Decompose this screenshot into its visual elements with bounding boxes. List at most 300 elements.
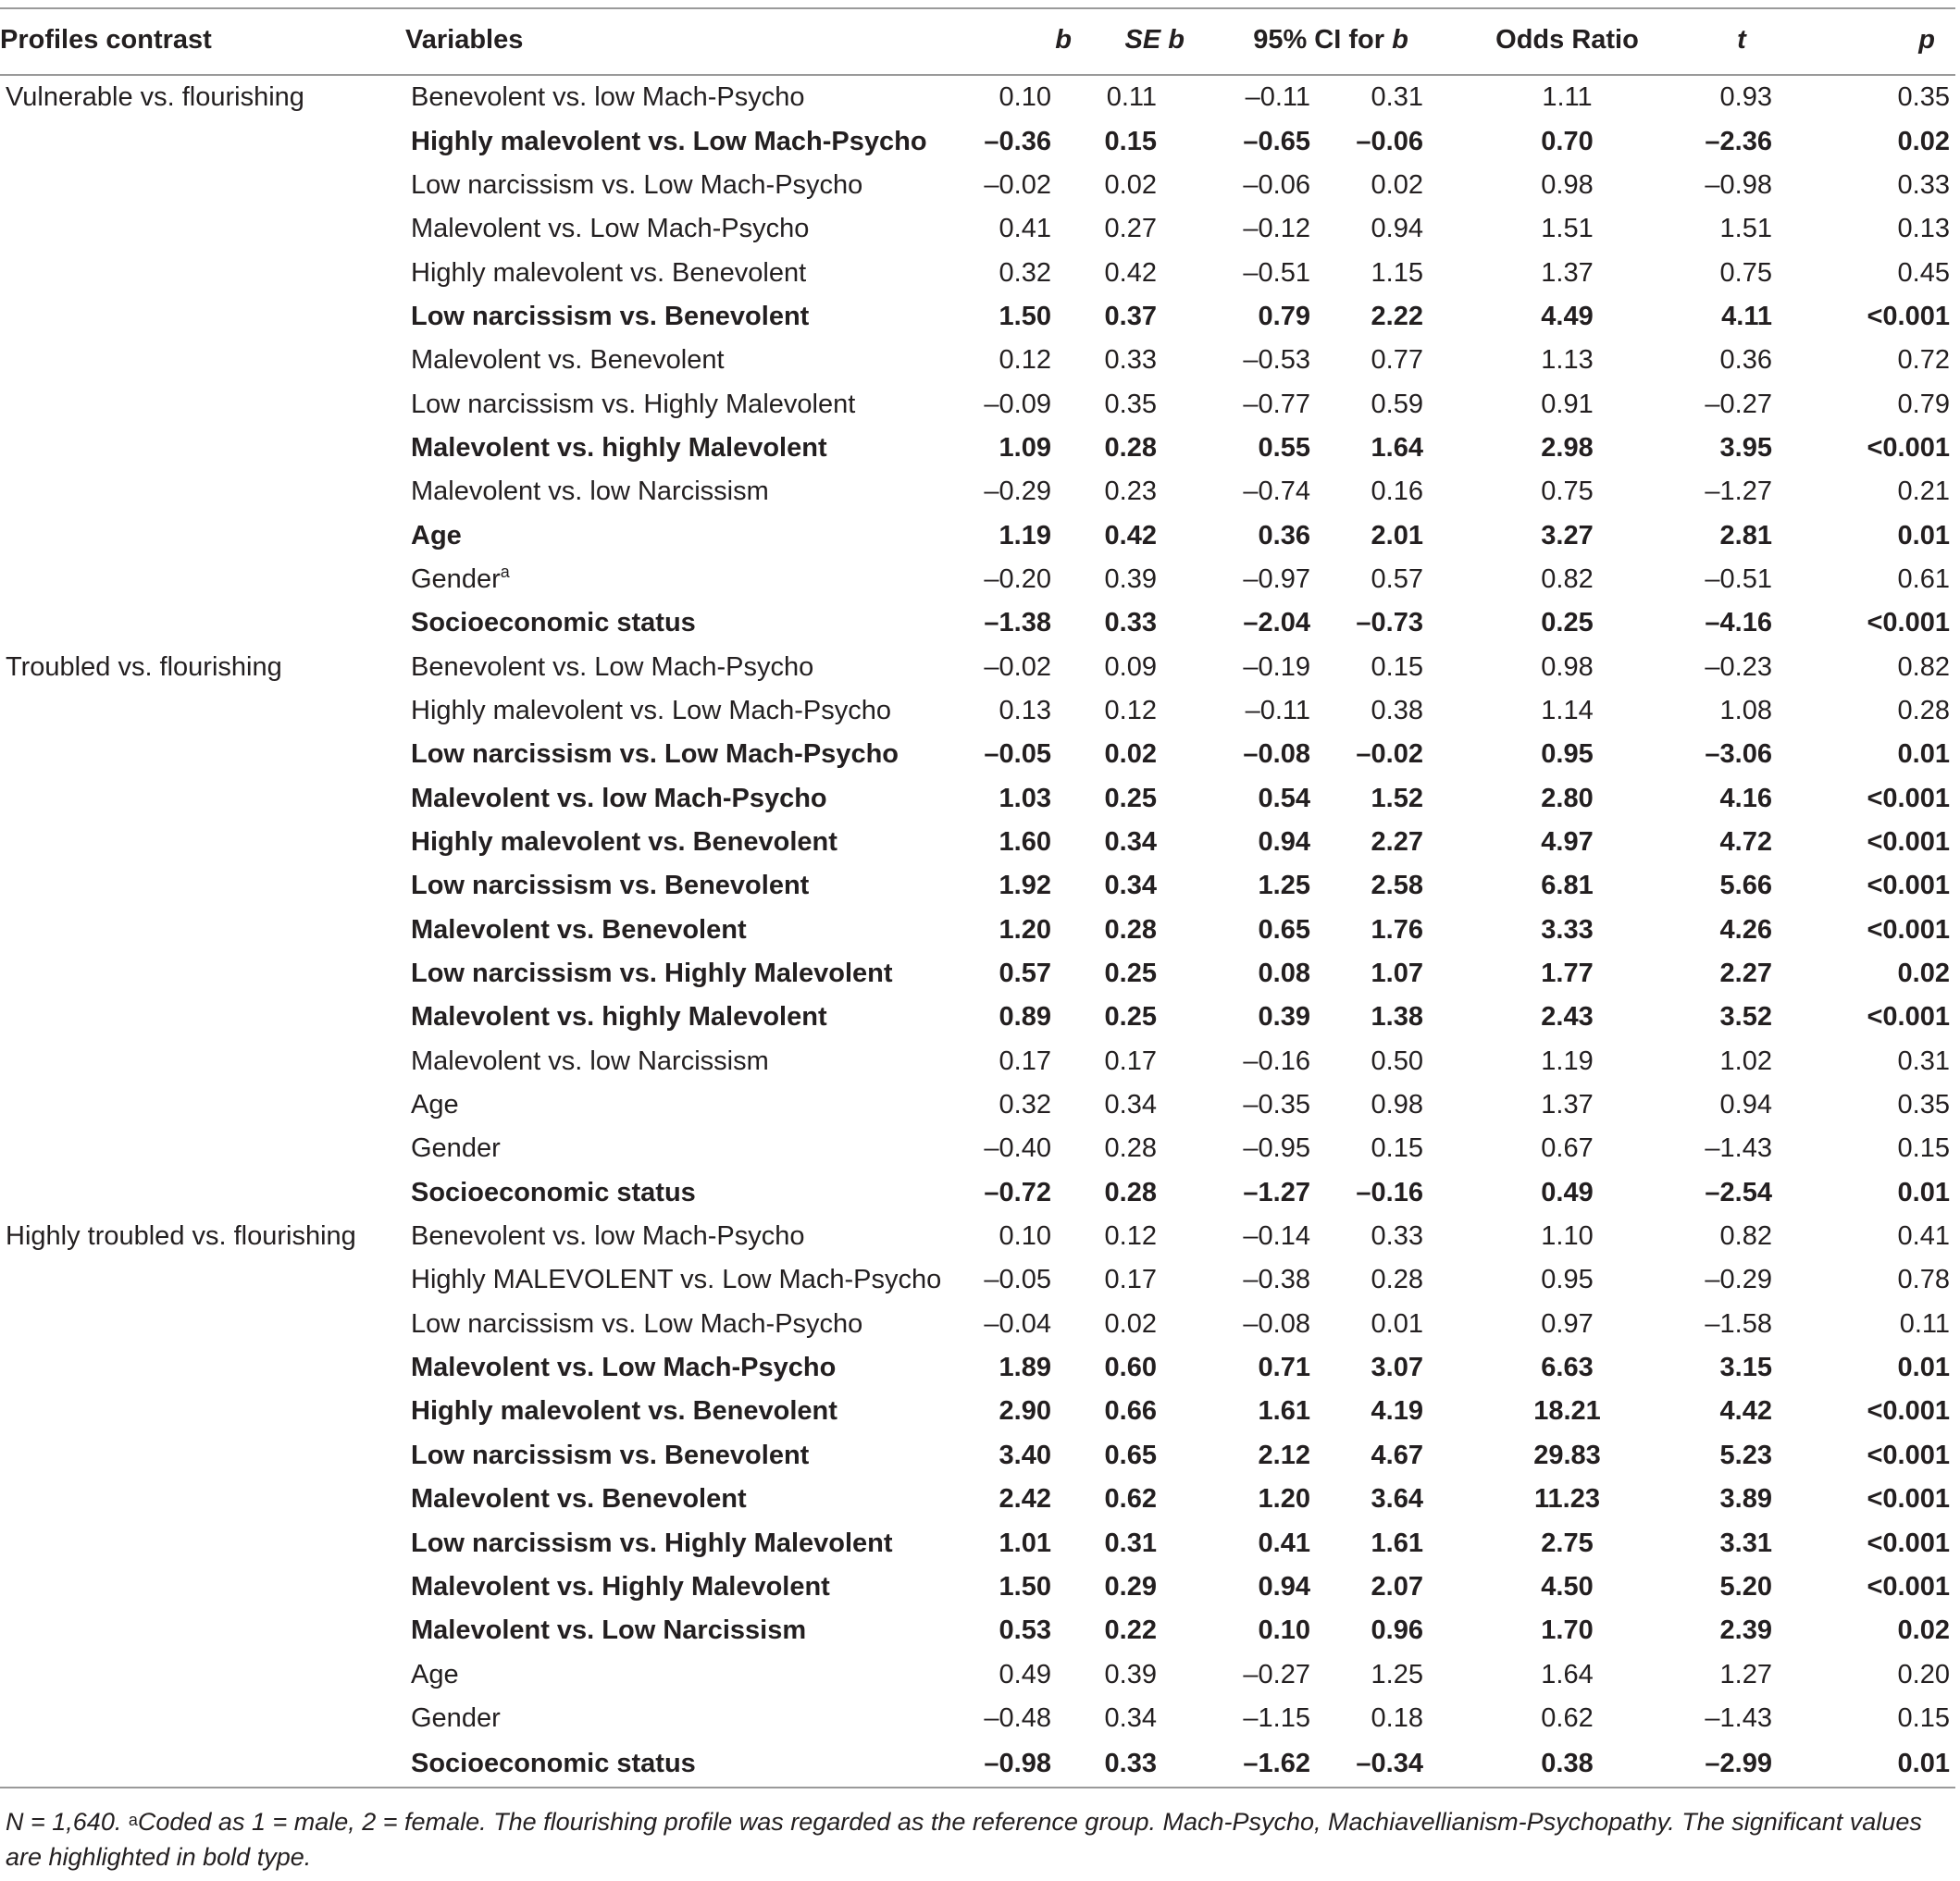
ci-upper-cell-text: 2.22 bbox=[1371, 301, 1423, 331]
t-cell-text: –0.27 bbox=[1705, 389, 1772, 419]
ci-lower-cell-text: –0.11 bbox=[1245, 82, 1310, 113]
odds-ratio-cell bbox=[1477, 996, 1657, 1039]
ci-lower-cell-text: –0.11 bbox=[1245, 695, 1310, 725]
header-se-b-label: b bbox=[1168, 24, 1185, 55]
profile-contrast-cell bbox=[0, 295, 405, 339]
b-cell bbox=[953, 733, 1072, 776]
ci-upper-cell bbox=[1340, 996, 1477, 1039]
p-cell-text: <0.001 bbox=[1867, 871, 1950, 901]
t-cell bbox=[1657, 909, 1826, 952]
ci-upper-cell bbox=[1340, 952, 1477, 996]
se-b-cell-text: 0.42 bbox=[1104, 520, 1157, 551]
table-footnote bbox=[6, 1804, 1949, 1875]
variable-cell-text: Malevolent vs. Benevolent bbox=[411, 345, 725, 376]
table-header-row bbox=[0, 8, 1955, 75]
ci-upper-cell bbox=[1340, 1346, 1477, 1390]
ci-upper-cell bbox=[1340, 1740, 1477, 1788]
odds-ratio-cell bbox=[1477, 864, 1657, 908]
b-cell-text: 2.90 bbox=[999, 1396, 1051, 1427]
ci-lower-cell-text: –0.74 bbox=[1243, 476, 1310, 507]
b-cell-text: 1.09 bbox=[999, 432, 1051, 463]
profile-contrast-cell bbox=[0, 777, 405, 821]
odds-ratio-cell bbox=[1477, 470, 1657, 514]
table-row bbox=[0, 1040, 1955, 1083]
variable-cell-text: Low narcissism vs. Benevolent bbox=[411, 871, 810, 901]
ci-upper-cell-text: 2.07 bbox=[1371, 1571, 1423, 1602]
footnote-superscript: a bbox=[128, 1811, 138, 1829]
t-cell-text: –3.06 bbox=[1705, 739, 1772, 770]
se-b-cell-text: 0.34 bbox=[1104, 1090, 1157, 1120]
variable-cell bbox=[405, 1083, 953, 1127]
ci-lower-cell bbox=[1185, 339, 1340, 382]
ci-lower-cell-text: –1.15 bbox=[1243, 1702, 1310, 1733]
ci-upper-cell-text: 0.57 bbox=[1371, 563, 1423, 594]
variable-cell-text: Highly malevolent vs. Low Mach-Psycho bbox=[411, 126, 927, 156]
ci-lower-cell bbox=[1185, 952, 1340, 996]
odds-ratio-cell-text: 1.10 bbox=[1541, 1221, 1594, 1252]
se-b-cell bbox=[1072, 645, 1185, 688]
ci-upper-cell bbox=[1340, 777, 1477, 821]
table-row bbox=[0, 558, 1955, 601]
ci-upper-cell bbox=[1340, 1434, 1477, 1478]
profile-contrast-cell bbox=[0, 601, 405, 645]
se-b-cell-text: 0.02 bbox=[1104, 1308, 1157, 1339]
ci-lower-cell-text: 2.12 bbox=[1258, 1440, 1310, 1470]
ci-upper-cell bbox=[1340, 601, 1477, 645]
t-cell-text: 0.93 bbox=[1719, 82, 1772, 113]
ci-lower-cell-text: –0.95 bbox=[1243, 1133, 1310, 1164]
profile-contrast-cell bbox=[0, 1740, 405, 1788]
b-cell-text: –0.29 bbox=[984, 476, 1051, 507]
t-cell bbox=[1657, 1609, 1826, 1652]
ci-lower-cell-text: –0.65 bbox=[1243, 126, 1310, 156]
ci-lower-cell bbox=[1185, 1215, 1340, 1258]
variable-cell bbox=[405, 1697, 953, 1740]
variable-cell bbox=[405, 645, 953, 688]
profile-contrast-cell bbox=[0, 952, 405, 996]
odds-ratio-cell bbox=[1477, 295, 1657, 339]
se-b-cell bbox=[1072, 1390, 1185, 1433]
t-cell bbox=[1657, 470, 1826, 514]
odds-ratio-cell-text: 2.75 bbox=[1541, 1528, 1594, 1558]
profile-contrast-cell bbox=[0, 164, 405, 207]
ci-upper-cell-text: 0.02 bbox=[1371, 169, 1423, 200]
b-cell bbox=[953, 1740, 1072, 1788]
t-cell bbox=[1657, 1303, 1826, 1346]
se-b-cell-text: 0.15 bbox=[1104, 126, 1157, 156]
odds-ratio-cell bbox=[1477, 1127, 1657, 1170]
b-cell bbox=[953, 295, 1072, 339]
table-row bbox=[0, 1215, 1955, 1258]
p-cell-text: <0.001 bbox=[1867, 1396, 1950, 1427]
t-cell-text: 0.36 bbox=[1719, 345, 1772, 376]
se-b-cell bbox=[1072, 558, 1185, 601]
ci-upper-cell bbox=[1340, 821, 1477, 864]
p-cell-text: <0.001 bbox=[1867, 1440, 1950, 1470]
t-cell bbox=[1657, 1565, 1826, 1609]
b-cell-text: 0.13 bbox=[999, 695, 1051, 725]
header-p bbox=[1826, 8, 1955, 75]
ci-lower-cell-text: –0.16 bbox=[1243, 1046, 1310, 1076]
variable-cell-text: Malevolent vs. Highly Malevolent bbox=[411, 1571, 830, 1602]
ci-lower-cell-text: 0.39 bbox=[1258, 1002, 1310, 1033]
ci-upper-cell-text: –0.02 bbox=[1356, 739, 1423, 770]
ci-lower-cell-text: –0.53 bbox=[1243, 345, 1310, 376]
p-cell bbox=[1826, 75, 1955, 119]
b-cell bbox=[953, 909, 1072, 952]
b-cell-text: 3.40 bbox=[999, 1440, 1051, 1470]
b-cell bbox=[953, 864, 1072, 908]
se-b-cell-text: 0.02 bbox=[1104, 169, 1157, 200]
ci-upper-cell-text: 1.52 bbox=[1371, 783, 1423, 813]
b-cell-text: –0.98 bbox=[984, 1748, 1051, 1778]
p-cell-text: <0.001 bbox=[1867, 827, 1950, 858]
t-cell-text: 4.11 bbox=[1721, 301, 1772, 331]
variable-cell bbox=[405, 470, 953, 514]
odds-ratio-cell bbox=[1477, 733, 1657, 776]
t-cell bbox=[1657, 1697, 1826, 1740]
se-b-cell bbox=[1072, 1478, 1185, 1521]
header-variables: Variables bbox=[405, 8, 953, 75]
p-cell bbox=[1826, 601, 1955, 645]
ci-lower-cell-text: –0.14 bbox=[1243, 1221, 1310, 1252]
se-b-cell bbox=[1072, 864, 1185, 908]
variable-cell-text: Low narcissism vs. Highly Malevolent bbox=[411, 389, 856, 419]
variable-cell bbox=[405, 864, 953, 908]
odds-ratio-cell bbox=[1477, 1083, 1657, 1127]
ci-lower-cell-text: 0.08 bbox=[1258, 959, 1310, 989]
variable-cell bbox=[405, 1346, 953, 1390]
table-row bbox=[0, 1083, 1955, 1127]
se-b-cell-text: 0.33 bbox=[1104, 345, 1157, 376]
ci-lower-cell bbox=[1185, 1697, 1340, 1740]
profile-contrast-cell bbox=[0, 1040, 405, 1083]
p-cell-text: 0.41 bbox=[1897, 1221, 1950, 1252]
variable-cell bbox=[405, 251, 953, 294]
b-cell bbox=[953, 1303, 1072, 1346]
p-cell bbox=[1826, 164, 1955, 207]
profile-contrast-cell bbox=[0, 1609, 405, 1652]
ci-lower-cell bbox=[1185, 821, 1340, 864]
ci-upper-cell bbox=[1340, 295, 1477, 339]
variable-cell bbox=[405, 952, 953, 996]
p-cell-text: <0.001 bbox=[1867, 1528, 1950, 1558]
ci-lower-cell bbox=[1185, 909, 1340, 952]
t-cell-text: 3.52 bbox=[1719, 1002, 1772, 1033]
variable-cell-text: Age bbox=[411, 1659, 459, 1689]
odds-ratio-cell-text: 0.98 bbox=[1541, 169, 1594, 200]
t-cell-text: –2.99 bbox=[1705, 1748, 1772, 1778]
ci-lower-cell bbox=[1185, 1434, 1340, 1478]
b-cell-text: –0.02 bbox=[984, 169, 1051, 200]
ci-lower-cell-text: –0.77 bbox=[1243, 389, 1310, 419]
t-cell-text: –4.16 bbox=[1705, 608, 1772, 638]
variable-cell bbox=[405, 207, 953, 251]
b-cell-text: 0.49 bbox=[999, 1659, 1051, 1689]
variable-cell bbox=[405, 1609, 953, 1652]
se-b-cell-text: 0.17 bbox=[1104, 1046, 1157, 1076]
variable-cell-text: Malevolent vs. Benevolent bbox=[411, 1484, 747, 1515]
odds-ratio-cell-text: 4.49 bbox=[1541, 301, 1594, 331]
b-cell bbox=[953, 601, 1072, 645]
t-cell bbox=[1657, 952, 1826, 996]
t-cell-text: 4.26 bbox=[1719, 914, 1772, 945]
header-ci-b: b bbox=[1392, 24, 1408, 55]
p-cell bbox=[1826, 1127, 1955, 1170]
b-cell bbox=[953, 1609, 1072, 1652]
ci-lower-cell bbox=[1185, 382, 1340, 426]
table-row bbox=[0, 1740, 1955, 1788]
profile-contrast-cell bbox=[0, 339, 405, 382]
profile-contrast-cell-text: Vulnerable vs. flourishing bbox=[6, 82, 304, 113]
se-b-cell-text: 0.65 bbox=[1104, 1440, 1157, 1470]
variable-cell bbox=[405, 1521, 953, 1565]
variable-cell bbox=[405, 119, 953, 163]
se-b-cell bbox=[1072, 1127, 1185, 1170]
ci-lower-cell-text: –0.35 bbox=[1243, 1090, 1310, 1120]
variable-cell-text: Socioeconomic status bbox=[411, 608, 696, 638]
b-cell-text: 1.19 bbox=[999, 520, 1051, 551]
ci-lower-cell-text: 0.54 bbox=[1258, 783, 1310, 813]
b-cell-text: 0.89 bbox=[999, 1002, 1051, 1033]
variable-cell bbox=[405, 1215, 953, 1258]
p-cell-text: <0.001 bbox=[1867, 608, 1950, 638]
b-cell-text: 1.50 bbox=[999, 1571, 1051, 1602]
ci-upper-cell-text: –0.06 bbox=[1356, 126, 1423, 156]
p-cell-text: 0.79 bbox=[1897, 389, 1950, 419]
b-cell bbox=[953, 1171, 1072, 1215]
odds-ratio-cell-text: 0.70 bbox=[1541, 126, 1594, 156]
ci-lower-cell-text: –1.27 bbox=[1243, 1177, 1310, 1207]
profile-contrast-cell bbox=[0, 470, 405, 514]
ci-upper-cell bbox=[1340, 75, 1477, 119]
se-b-cell bbox=[1072, 382, 1185, 426]
odds-ratio-cell-text: 0.95 bbox=[1541, 739, 1594, 770]
p-cell-text: 0.20 bbox=[1897, 1659, 1950, 1689]
variable-cell bbox=[405, 733, 953, 776]
b-cell-text: 0.17 bbox=[999, 1046, 1051, 1076]
ci-upper-cell-text: –0.73 bbox=[1356, 608, 1423, 638]
t-cell bbox=[1657, 514, 1826, 557]
t-cell-text: 0.94 bbox=[1719, 1090, 1772, 1120]
t-cell bbox=[1657, 1040, 1826, 1083]
p-cell bbox=[1826, 1740, 1955, 1788]
se-b-cell-text: 0.42 bbox=[1104, 257, 1157, 288]
ci-upper-cell-text: 1.15 bbox=[1371, 257, 1423, 288]
b-cell bbox=[953, 1258, 1072, 1302]
variable-cell bbox=[405, 1303, 953, 1346]
ci-lower-cell bbox=[1185, 251, 1340, 294]
header-ci-prefix: 95% CI for bbox=[1253, 24, 1393, 55]
odds-ratio-cell bbox=[1477, 1040, 1657, 1083]
variable-cell-text: Low narcissism vs. Low Mach-Psycho bbox=[411, 169, 863, 200]
odds-ratio-cell bbox=[1477, 1478, 1657, 1521]
se-b-cell bbox=[1072, 777, 1185, 821]
b-cell bbox=[953, 1697, 1072, 1740]
se-b-cell bbox=[1072, 996, 1185, 1039]
p-cell bbox=[1826, 1390, 1955, 1433]
b-cell-text: –0.02 bbox=[984, 651, 1051, 682]
p-cell-text: 0.01 bbox=[1897, 1748, 1950, 1778]
b-cell-text: –0.36 bbox=[984, 126, 1051, 156]
b-cell bbox=[953, 339, 1072, 382]
b-cell-text: 0.57 bbox=[999, 959, 1051, 989]
b-cell-text: –0.04 bbox=[984, 1308, 1051, 1339]
ci-upper-cell-text: 0.18 bbox=[1371, 1702, 1423, 1733]
se-b-cell-text: 0.12 bbox=[1104, 695, 1157, 725]
p-cell bbox=[1826, 1521, 1955, 1565]
b-cell bbox=[953, 777, 1072, 821]
ci-lower-cell bbox=[1185, 427, 1340, 470]
odds-ratio-cell bbox=[1477, 952, 1657, 996]
t-cell-text: 5.23 bbox=[1719, 1440, 1772, 1470]
table-row bbox=[0, 251, 1955, 294]
t-cell bbox=[1657, 75, 1826, 119]
table-row bbox=[0, 645, 1955, 688]
ci-lower-cell bbox=[1185, 558, 1340, 601]
header-b bbox=[953, 8, 1072, 75]
p-cell-text: 0.45 bbox=[1897, 257, 1950, 288]
profile-contrast-cell bbox=[0, 1697, 405, 1740]
regression-results-table bbox=[0, 7, 1955, 1788]
variable-cell-text: Low narcissism vs. Benevolent bbox=[411, 301, 810, 331]
t-cell-text: –0.29 bbox=[1705, 1265, 1772, 1295]
p-cell-text: 0.28 bbox=[1897, 695, 1950, 725]
ci-upper-cell-text: 1.61 bbox=[1371, 1528, 1423, 1558]
b-cell-text: 1.01 bbox=[999, 1528, 1051, 1558]
profile-contrast-cell bbox=[0, 382, 405, 426]
b-cell-text: 1.92 bbox=[999, 871, 1051, 901]
t-cell-text: 4.16 bbox=[1719, 783, 1772, 813]
t-cell bbox=[1657, 251, 1826, 294]
b-cell-text: –0.09 bbox=[984, 389, 1051, 419]
table-row bbox=[0, 821, 1955, 864]
ci-upper-cell-text: 0.94 bbox=[1371, 214, 1423, 244]
b-cell-text: 1.60 bbox=[999, 827, 1051, 858]
ci-upper-cell bbox=[1340, 1127, 1477, 1170]
t-cell bbox=[1657, 1390, 1826, 1433]
se-b-cell bbox=[1072, 1565, 1185, 1609]
b-cell bbox=[953, 75, 1072, 119]
profile-contrast-cell bbox=[0, 75, 405, 119]
odds-ratio-cell-text: 4.97 bbox=[1541, 827, 1594, 858]
t-cell bbox=[1657, 1740, 1826, 1788]
ci-lower-cell bbox=[1185, 1171, 1340, 1215]
odds-ratio-cell bbox=[1477, 601, 1657, 645]
se-b-cell-text: 0.34 bbox=[1104, 871, 1157, 901]
b-cell bbox=[953, 1040, 1072, 1083]
profile-contrast-cell bbox=[0, 427, 405, 470]
ci-upper-cell bbox=[1340, 909, 1477, 952]
odds-ratio-cell-text: 1.37 bbox=[1541, 1090, 1594, 1120]
t-cell-text: 3.31 bbox=[1719, 1528, 1772, 1558]
t-cell-text: 5.20 bbox=[1719, 1571, 1772, 1602]
t-cell bbox=[1657, 1215, 1826, 1258]
p-cell bbox=[1826, 207, 1955, 251]
ci-upper-cell-text: 0.98 bbox=[1371, 1090, 1423, 1120]
header-profiles-contrast: Profiles contrast bbox=[0, 8, 405, 75]
ci-upper-cell-text: 0.28 bbox=[1371, 1265, 1423, 1295]
variable-cell bbox=[405, 1390, 953, 1433]
odds-ratio-cell bbox=[1477, 777, 1657, 821]
ci-upper-cell-text: 0.01 bbox=[1371, 1308, 1423, 1339]
t-cell-text: –1.43 bbox=[1705, 1133, 1772, 1164]
variable-cell-text: Gender bbox=[411, 1702, 501, 1733]
table-row bbox=[0, 1127, 1955, 1170]
variable-cell-text: Malevolent vs. highly Malevolent bbox=[411, 1002, 827, 1033]
odds-ratio-cell bbox=[1477, 1215, 1657, 1258]
ci-upper-cell-text: 0.59 bbox=[1371, 389, 1423, 419]
ci-upper-cell bbox=[1340, 1215, 1477, 1258]
header-se-b bbox=[1072, 8, 1185, 75]
b-cell bbox=[953, 514, 1072, 557]
ci-upper-cell bbox=[1340, 1565, 1477, 1609]
profile-contrast-cell bbox=[0, 1127, 405, 1170]
b-cell bbox=[953, 996, 1072, 1039]
se-b-cell-text: 0.39 bbox=[1104, 563, 1157, 594]
t-cell-text: –1.58 bbox=[1705, 1308, 1772, 1339]
odds-ratio-cell-text: 0.82 bbox=[1541, 563, 1594, 594]
se-b-cell bbox=[1072, 909, 1185, 952]
profile-contrast-cell bbox=[0, 1083, 405, 1127]
t-cell-text: 3.15 bbox=[1719, 1353, 1772, 1383]
ci-lower-cell bbox=[1185, 1609, 1340, 1652]
ci-lower-cell bbox=[1185, 1127, 1340, 1170]
variable-cell bbox=[405, 689, 953, 733]
ci-lower-cell bbox=[1185, 164, 1340, 207]
variable-cell bbox=[405, 1127, 953, 1170]
b-cell-text: 1.50 bbox=[999, 301, 1051, 331]
se-b-cell-text: 0.28 bbox=[1104, 1133, 1157, 1164]
ci-upper-cell bbox=[1340, 1171, 1477, 1215]
p-cell bbox=[1826, 1083, 1955, 1127]
profile-contrast-cell bbox=[0, 1390, 405, 1433]
variable-cell-text: Age bbox=[411, 1090, 459, 1120]
se-b-cell bbox=[1072, 514, 1185, 557]
t-cell-text: 5.66 bbox=[1719, 871, 1772, 901]
b-cell bbox=[953, 645, 1072, 688]
table-row bbox=[0, 1478, 1955, 1521]
profile-contrast-cell bbox=[0, 1303, 405, 1346]
t-cell bbox=[1657, 339, 1826, 382]
ci-lower-cell-text: 1.25 bbox=[1258, 871, 1310, 901]
profile-contrast-cell bbox=[0, 645, 405, 688]
se-b-cell bbox=[1072, 1740, 1185, 1788]
variable-cell-text: Socioeconomic status bbox=[411, 1748, 696, 1778]
variable-cell-text: Malevolent vs. Low Narcissism bbox=[411, 1615, 807, 1646]
ci-upper-cell bbox=[1340, 1303, 1477, 1346]
variable-cell bbox=[405, 1258, 953, 1302]
b-cell-text: –1.38 bbox=[984, 608, 1051, 638]
table-row bbox=[0, 1258, 1955, 1302]
p-cell bbox=[1826, 295, 1955, 339]
p-cell-text: 0.61 bbox=[1897, 563, 1950, 594]
t-cell bbox=[1657, 1346, 1826, 1390]
b-cell-text: –0.05 bbox=[984, 739, 1051, 770]
se-b-cell bbox=[1072, 821, 1185, 864]
p-cell bbox=[1826, 689, 1955, 733]
table-row bbox=[0, 1565, 1955, 1609]
variable-cell-text: Highly malevolent vs. Benevolent bbox=[411, 827, 837, 858]
p-cell-text: 0.35 bbox=[1897, 1090, 1950, 1120]
p-cell-text: 0.02 bbox=[1897, 1615, 1950, 1646]
se-b-cell bbox=[1072, 1083, 1185, 1127]
b-cell bbox=[953, 251, 1072, 294]
profile-contrast-cell bbox=[0, 558, 405, 601]
t-cell bbox=[1657, 164, 1826, 207]
t-cell-text: –1.43 bbox=[1705, 1702, 1772, 1733]
ci-upper-cell bbox=[1340, 733, 1477, 776]
